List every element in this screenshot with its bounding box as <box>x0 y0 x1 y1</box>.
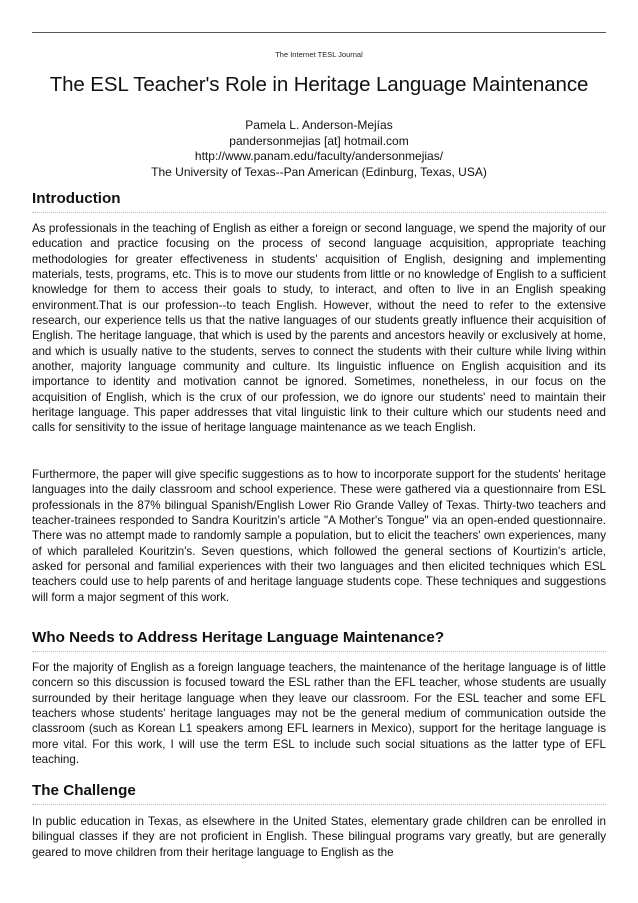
intro-paragraph-1: As professionals in the teaching of English as either a foreign or second language, we spend the majority of our education and practice focusing on the process of second language acquisition, appropriate teaching methodologies for greater effectiveness in students' acquisition of English, designing and implementing materials, tests, programs, etc. This is to move our students from little or no knowledge of English to a sufficient knowledge for them to access their goals to study, to interact, and often to live in an English speaking environment.That is our profession--to teach English. However, without the need to refer to the extensive research, our experience tells us that the native languages of our students greatly influence their acquisition of English. The heritage language, that which is used by the parents and ancestors heavily or exclusively at home, and which is usually native to the students, serves to connect the students with their culture while living within another, majority language community and culture. Its linguistic influence on English acquisition and its importance to identity and motivation cannot be ignored. Sometimes, nonetheless, in our focus on the acquisition of English, which is the crux of our profession, we do ignore our students' need to maintain their heritage language. This paper addresses that vital linguistic link to their culture which our students need and calls for sensitivity to the issue of heritage language maintenance as we teach English. <box>32 222 606 435</box>
top-rule <box>32 32 606 33</box>
heading-who-needs: Who Needs to Address Heritage Language Maintenance? <box>32 629 445 646</box>
heading-challenge: The Challenge <box>32 782 136 799</box>
heading-rule <box>32 804 606 805</box>
author-affiliation: The University of Texas--Pan American (Edinburg, Texas, USA) <box>151 164 487 179</box>
author-block <box>32 118 606 180</box>
journal-name: The Internet TESL Journal <box>275 50 363 59</box>
intro-paragraph-2: Furthermore, the paper will give specific suggestions as to how to incorporate support for the students' heritage languages into the daily classroom and school experience. These were gathered via a questionnaire from ESL professionals in the 87% bilingual Spanish/English Lower Rio Grande Valley of Texas. Thirty-two teachers and teacher-trainees responded to Sandra Kouritzin's article "A Mother's Tongue" via an open-ended questionnaire. There was no attempt made to randomly sample a population, but to elicit the teachers' own experiences, many of which paralleled Kouritzin's. Seven questions, which followed the general sections of Kourtizin's article, asked for personal and familial experiences with their two languages and then elicited techniques which ESL teachers could use to help parents of and heritage language students cope. These techniques and suggestions will form a major segment of this work. <box>32 468 606 604</box>
heading-introduction: Introduction <box>32 190 121 207</box>
author-url[interactable]: http://www.panam.edu/faculty/andersonmejias/ <box>194 149 444 163</box>
author-name: Pamela L. Anderson-Mejías <box>245 118 393 132</box>
who-paragraph-1: For the majority of English as a foreign language teachers, the maintenance of the heritage language is of little concern so this discussion is focused toward the ESL rather than the EFL teacher, whose students are usually surrounded by their heritage language when they leave our classroom. For the ESL teacher and some EFL teachers whose students' heritage languages may not be the general medium of communication outside the classroom (such as Korean L1 speakers among EFL learners in Mexico), support for the heritage language is more vital. For this work, I will use the term ESL to include such social situations as the latter type of EFL teaching. <box>32 661 606 767</box>
challenge-paragraph-1: In public education in Texas, as elsewhere in the United States, elementary grade children can be enrolled in bilingual classes if they are not proficient in English. These bilingual programs vary greatly, but are generally geared to move children from their heritage language to English as the <box>32 815 606 859</box>
article-title: The ESL Teacher's Role in Heritage Language Maintenance <box>49 73 589 96</box>
heading-rule <box>32 651 606 652</box>
heading-rule <box>32 212 606 213</box>
author-email: pandersonmejias [at] hotmail.com <box>229 133 409 148</box>
